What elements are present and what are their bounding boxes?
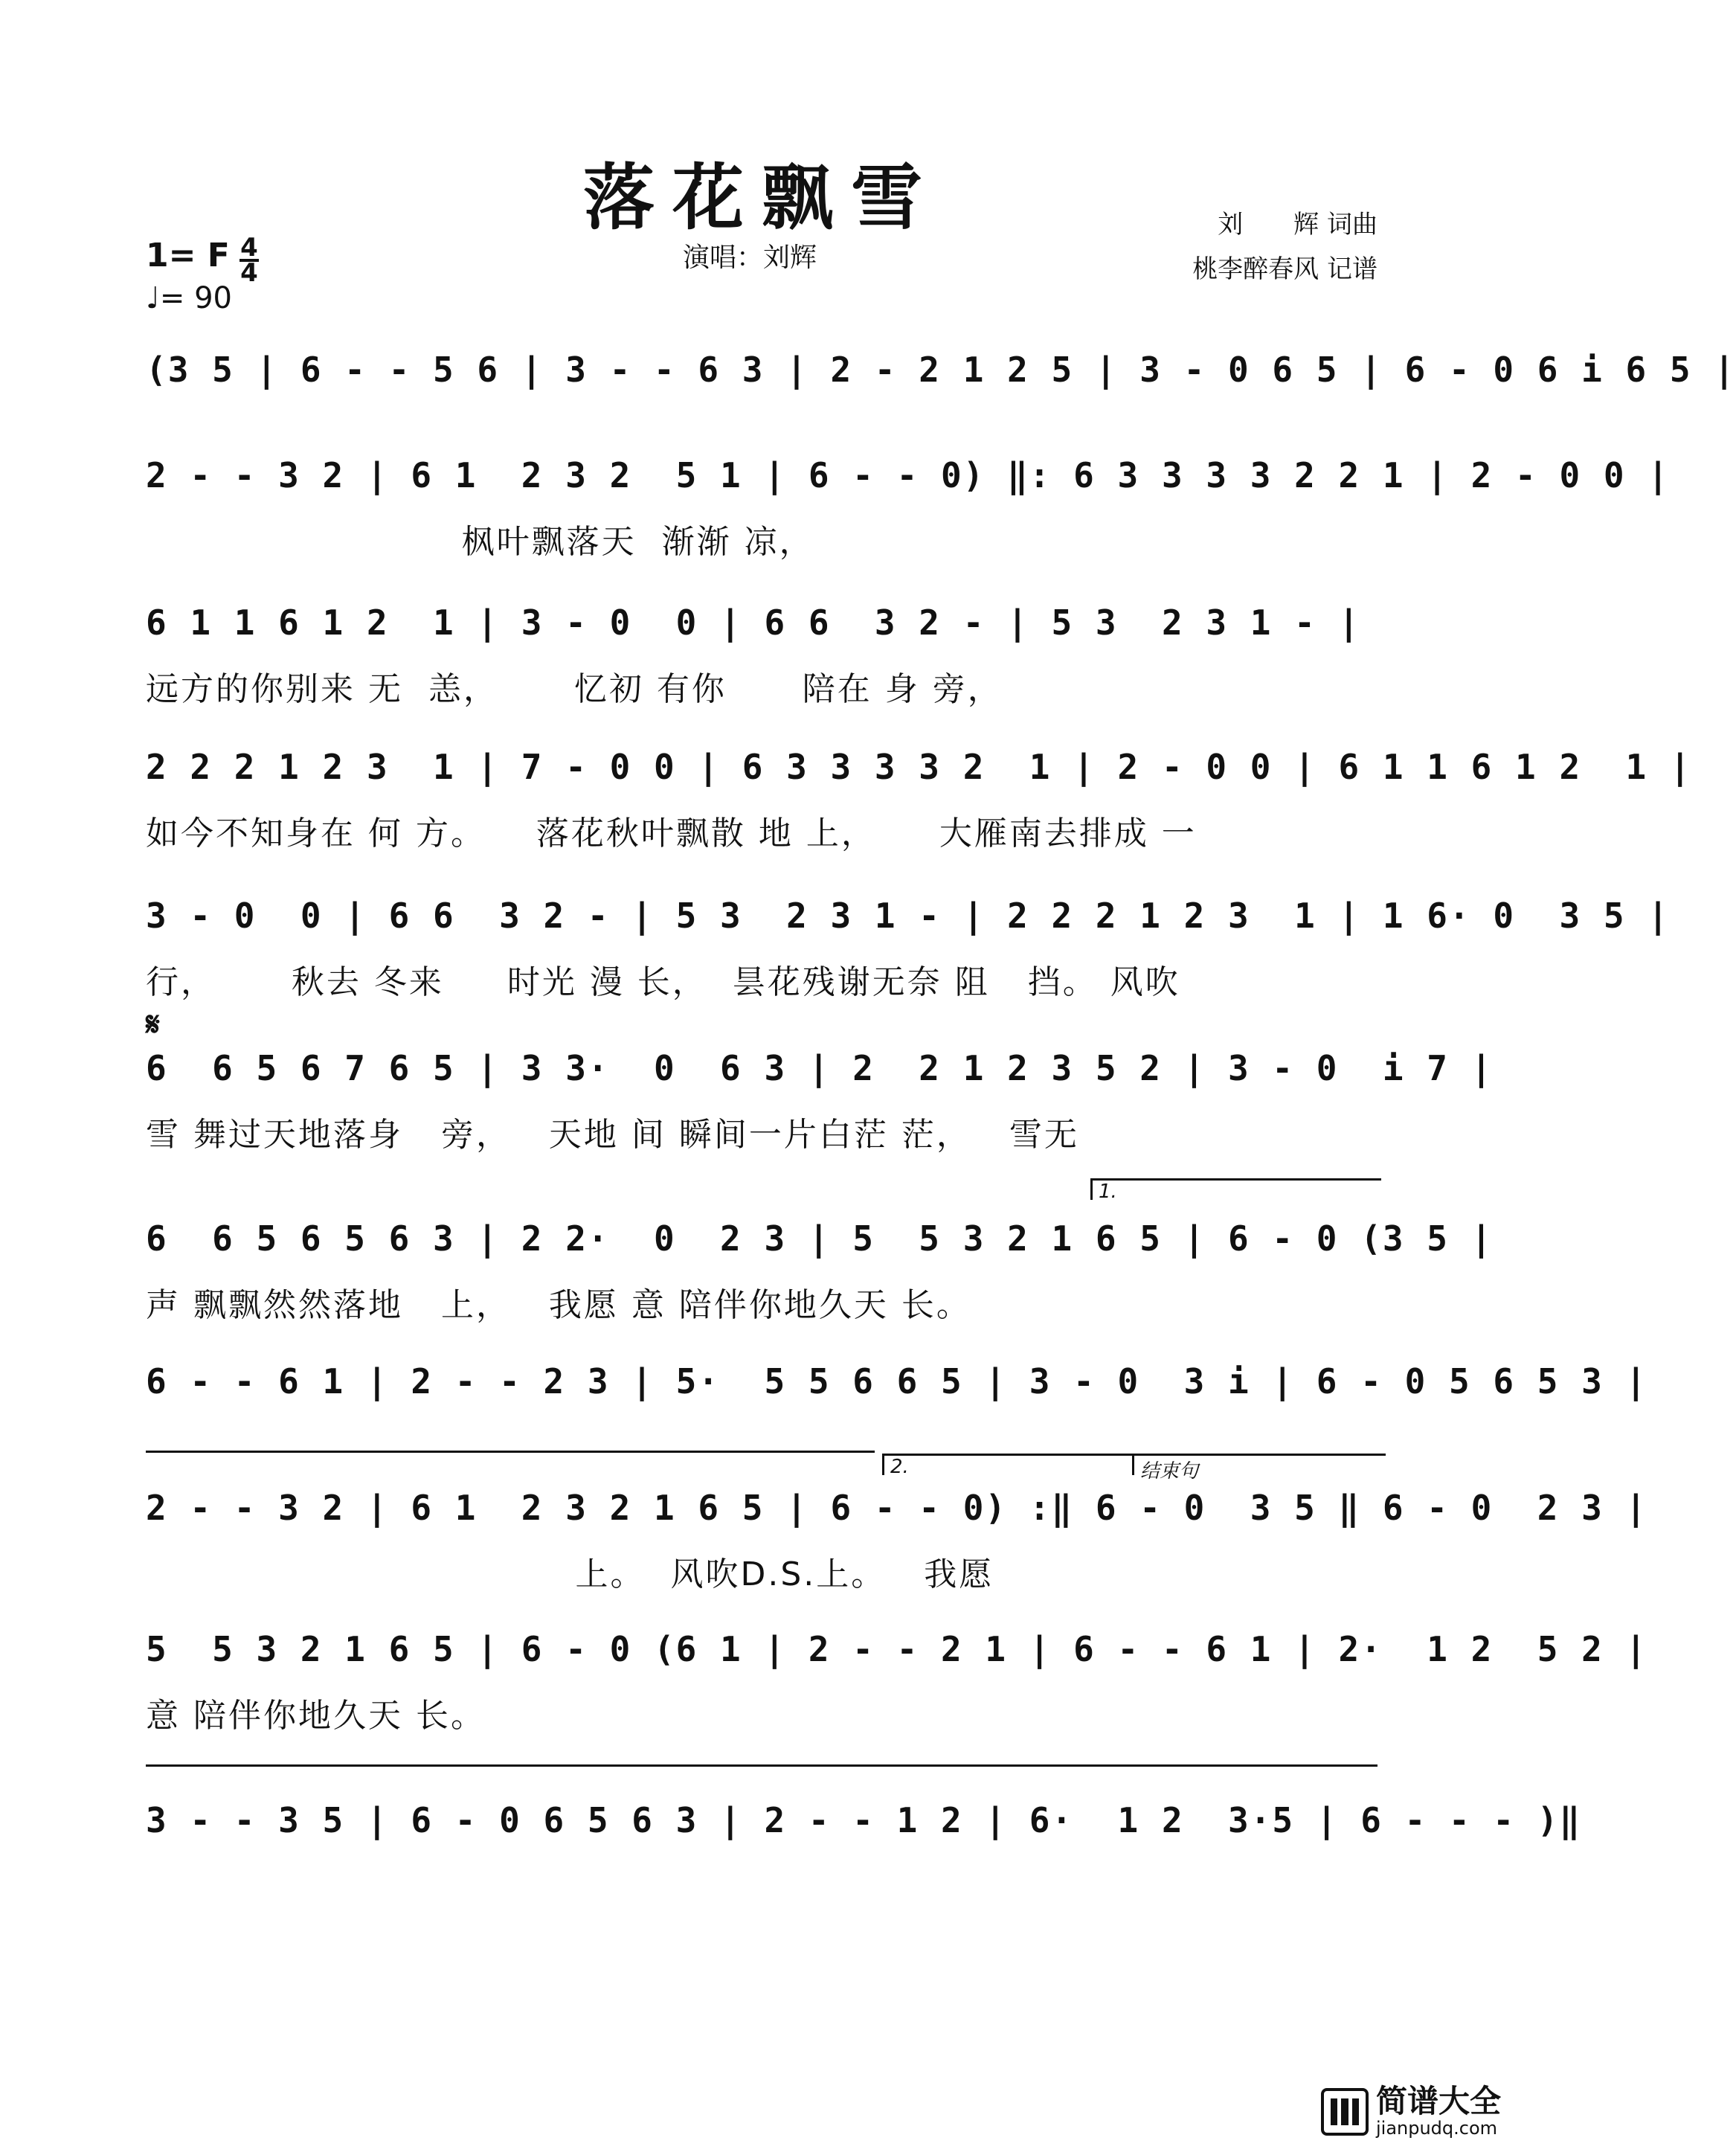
score-system-8 [146,1361,1648,1401]
lyrics-line: 远方的你别来 无 恙， 忆初 有你 陪在 身 旁， [146,670,1003,708]
score-system-5 [146,896,1670,1003]
score-system-3 [146,603,1377,710]
score-system-1 [146,350,1736,390]
lyrics-line: 声 飘飘然然落地 上， 我愿 意 陪伴你地久天 长。 [146,1286,971,1324]
piano-keys-icon [1321,2088,1369,2136]
score-system-2 [146,455,1670,562]
singer: 演唱：刘辉 [683,243,817,273]
transcriber-credit: 桃李醉春风 记谱 [1192,254,1377,284]
watermark-logo [1321,2085,1501,2139]
first-ending-bracket: 1. [1090,1178,1381,1200]
notes-line: (3 5 | 6 - - 5 6 | 3 - - 6 3 | 2 - 2 1 2 5 | 3 - 0 6 5 | 6 - 0 6 i 6 5 | [146,350,1736,390]
notes-line: 5 5 3 2 1 6 5 | 6 - 0 (6 1 | 2 - - 2 1 | 6 - - 6 1 | 2· 1 2 5 2 | [146,1629,1648,1669]
score-system-10 [146,1629,1648,1736]
time-signature-bottom: 4 [240,258,258,288]
final-bracket-line [146,1764,1377,1767]
lyrics-line: 上。 风吹D.S.上。 我愿 [146,1555,994,1593]
notes-line: 6 1 1 6 1 2 1 | 3 - 0 0 | 6 6 3 2 - | 5 3 2 3 1 - | [146,603,1361,643]
notes-line: 3 - 0 0 | 6 6 3 2 - | 5 3 2 3 1 - | 2 2 2 1 2 3 1 | 1 6· 0 3 5 | [146,896,1670,936]
score-system-9 [146,1488,1648,1595]
key-signature: 1= F [146,237,230,274]
composer-credit: 刘 辉 词曲 [1218,210,1377,240]
lyrics-line: 行， 秋去 冬来 时光 漫 长， 昙花残谢无奈 阻 挡。 风吹 [146,963,1180,1001]
score-system-4 [146,747,1692,854]
lyrics-line: 如今不知身在 何 方。 落花秋叶飘散 地 上， 大雁南去排成 一 [146,815,1197,852]
score-system-11 [146,1800,1582,1840]
score-system-7 [146,1218,1494,1326]
page-title: 落花飘雪 [583,155,940,240]
watermark-url: jianpudq.com [1375,2118,1498,2139]
lyrics-line: 雪 舞过天地落身 旁， 天地 间 瞬间一片白茫 茫， 雪无 [146,1116,1079,1154]
notes-line: 2 2 2 1 2 3 1 | 7 - 0 0 | 6 3 3 3 3 2 1 | 2 - 0 0 | 6 1 1 6 1 2 1 | [146,747,1692,787]
lyrics-line: 意 陪伴你地久天 长。 [146,1697,486,1735]
notes-line: 3 - - 3 5 | 6 - 0 6 5 6 3 | 2 - - 1 2 | 6· 1 2 3·5 | 6 - - - )‖ [146,1800,1582,1840]
watermark-name: 简谱大全 [1375,2083,1501,2119]
coda-ending-bracket: 结束句 [1132,1454,1386,1475]
segno-icon: 𝄋 [146,1006,160,1044]
repeat-bracket-line [146,1451,875,1453]
second-ending-bracket: 2. [882,1454,1133,1475]
lyrics-line: 枫叶飘落天 渐渐 凉， [146,523,814,561]
notes-line: 6 6 5 6 7 6 5 | 3 3· 0 6 3 | 2 2 1 2 3 5 2 | 3 - 0 i 7 | [146,1048,1494,1088]
notes-line: 6 - - 6 1 | 2 - - 2 3 | 5· 5 5 6 6 5 | 3 - 0 3 i | 6 - 0 5 6 5 3 | [146,1361,1648,1401]
time-signature-top: 4 [240,233,258,263]
notes-line: 6 6 5 6 5 6 3 | 2 2· 0 2 3 | 5 5 3 2 1 6 5 | 6 - 0 (3 5 | [146,1218,1494,1259]
tempo-marking: ♩= 90 [146,281,232,315]
notes-line: 2 - - 3 2 | 6 1 2 3 2 1 6 5 | 6 - - 0) :‖ 6 - 0 3 5 ‖ 6 - 0 2 3 | [146,1488,1648,1528]
score-system-6 [146,1006,1494,1155]
notes-line: 2 - - 3 2 | 6 1 2 3 2 5 1 | 6 - - 0) ‖: 6 3 3 3 3 2 2 1 | 2 - 0 0 | [146,455,1670,495]
credits [1192,202,1377,292]
time-signature [239,233,259,288]
